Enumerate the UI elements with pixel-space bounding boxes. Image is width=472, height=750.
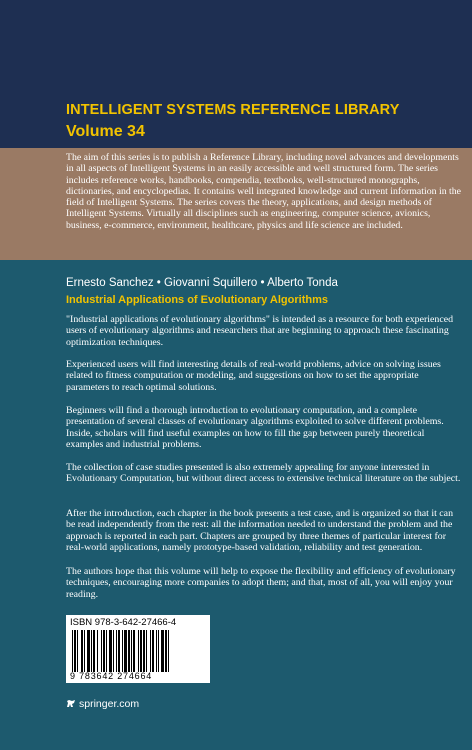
- barcode-digits: 9 783642 274664: [70, 671, 153, 681]
- barcode-bar: [72, 630, 73, 672]
- barcode-bar: [168, 630, 169, 672]
- blurb-paragraph: The authors hope that this volume will help to expose the flexibility and efficiency of evolutionary techniques, encouraging more companies to adopt them; and that, most of all, you will enjoy your reading.: [66, 566, 456, 600]
- barcode-bar: [165, 630, 167, 672]
- barcode-bar: [161, 630, 164, 672]
- barcode-bar: [143, 630, 145, 672]
- series-description: The aim of this series is to publish a Reference Library, including novel advances and developments in all aspects of Intelligent Systems in an easily accessible and well structured form. The series includes reference works, handbooks, compendia, textbooks, well-structured monographs, dictionaries, and encyclopedias. It contains well integrated knowledge and current information in the field of Intelligent Systems. The series covers the theory, applications, and design methods of Intelligent Systems. Virtually all disciplines such as engineering, computer science, avionics, business, e-commerce, environment, healthcare, physics and life science are included.: [66, 152, 462, 231]
- barcode-bar: [91, 630, 92, 672]
- blurb-paragraph: The collection of case studies presented is also extremely appealing for anyone interested in Evolutionary Computation, but without direct access to extensive technical literature on the subject.: [66, 462, 461, 485]
- barcode-bars: [72, 630, 204, 672]
- barcode-bar: [101, 630, 102, 672]
- barcode-bar: [156, 630, 157, 672]
- barcode-bar: [116, 630, 117, 672]
- isbn-text: ISBN 978-3-642-27466-4: [70, 617, 177, 628]
- blurb-paragraph: After the introduction, each chapter in the book presents a test case, and is organized so that it can be read independently from the rest: all the information needed to understand the problem and the approach is reported in each part. Chapters are grouped by three themes of particular interest for real-world applications, namely prototype-based validation, reliability and test generation.: [66, 508, 454, 553]
- blurb-paragraph: Beginners will find a thorough introduction to evolutionary computation, and a complete presentation of several classes of evolutionary algorithms exploited to solve different problems. Inside, scholars will find useful examples on how to fill the gap between purely theoretical examples and industrial problems.: [66, 405, 444, 450]
- barcode-bar: [124, 630, 127, 672]
- barcode-bar: [97, 630, 98, 672]
- blurb-paragraph: Experienced users will find interesting details of real-world problems, advice on solving issues related to fitness computation or modeling, and suggestions on how to set the appropriate parameters to reach optimal solutions.: [66, 359, 441, 393]
- barcode-bar: [146, 630, 147, 672]
- barcode-bar: [158, 630, 159, 672]
- barcode-bar: [84, 630, 85, 672]
- barcode-bar: [93, 630, 95, 672]
- barcode-bar: [118, 630, 120, 672]
- barcode-bar: [74, 630, 76, 672]
- barcode-bar: [138, 630, 139, 672]
- barcode-bar: [113, 630, 114, 672]
- book-authors: Ernesto Sanchez • Giovanni Squillero • Alberto Tonda: [66, 277, 338, 289]
- publisher-link[interactable]: [66, 698, 139, 710]
- barcode-bar: [122, 630, 123, 672]
- blurb-paragraph: "Industrial applications of evolutionary algorithms" is intended as a resource for both experienced users of evolutionary algorithms and researchers that are beginning to approach these fascinating optimization techniques.: [66, 314, 454, 348]
- barcode-bar: [150, 630, 151, 672]
- publisher-url: springer.com: [79, 698, 140, 710]
- barcode-bar: [103, 630, 105, 672]
- barcode-bar: [152, 630, 154, 672]
- series-title: INTELLIGENT SYSTEMS REFERENCE LIBRARY: [66, 102, 400, 118]
- book-title: Industrial Applications of Evolutionary Algorithms: [66, 294, 328, 306]
- barcode-bar: [106, 630, 107, 672]
- volume-number: Volume 34: [66, 123, 145, 140]
- barcode: [66, 615, 210, 683]
- barcode-bar: [131, 630, 132, 672]
- barcode-bar: [77, 630, 78, 672]
- barcode-bar: [87, 630, 90, 672]
- barcode-bar: [133, 630, 135, 672]
- springer-horse-icon: [66, 699, 76, 708]
- barcode-bar: [140, 630, 142, 672]
- barcode-bar: [128, 630, 130, 672]
- barcode-bar: [81, 630, 83, 672]
- barcode-bar: [109, 630, 112, 672]
